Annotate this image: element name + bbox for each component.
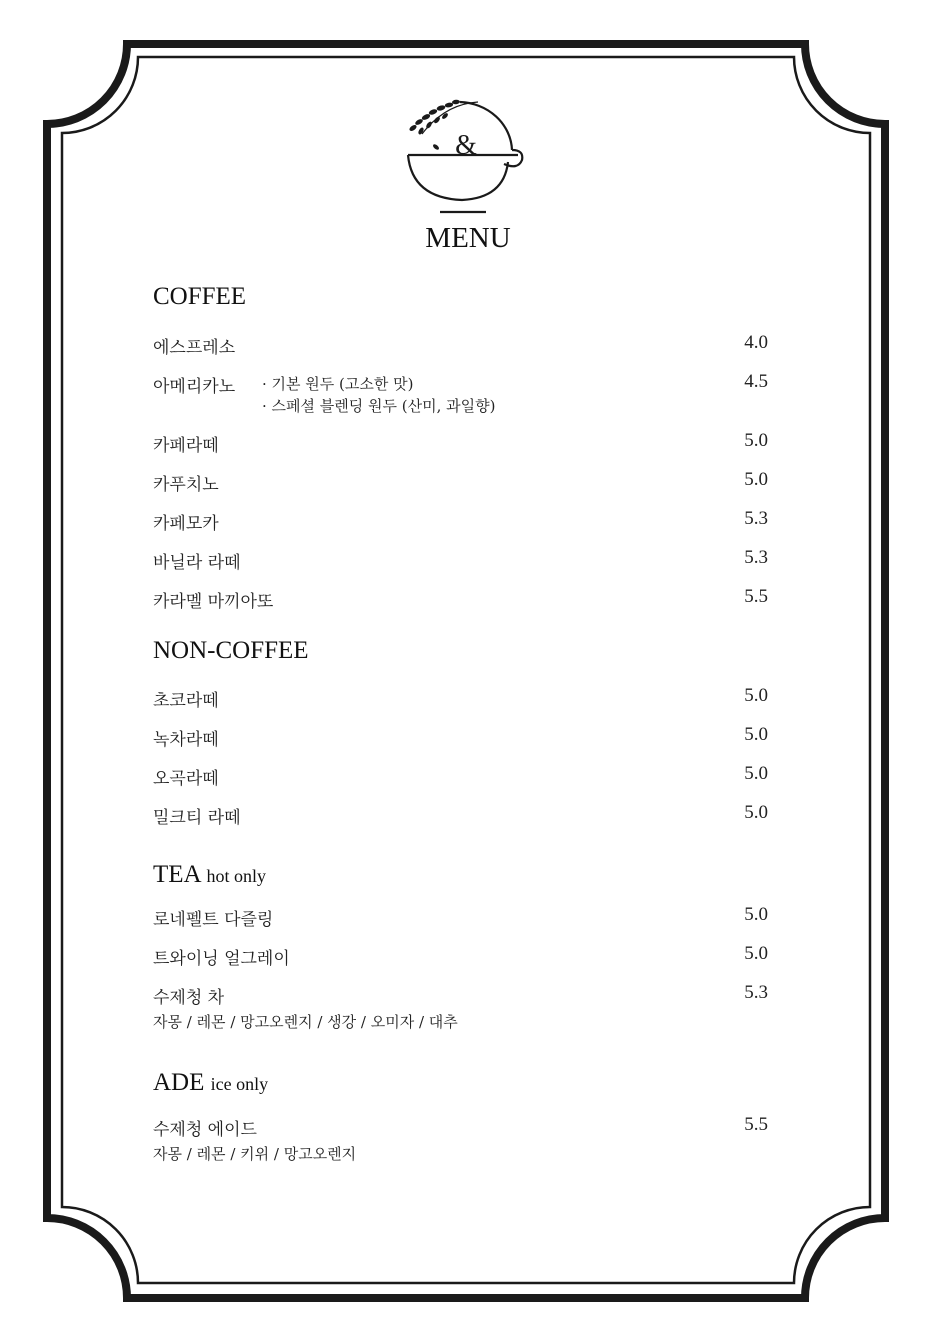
price-vanilla-latte: 5.3 <box>744 547 768 568</box>
price-cafe-mocha: 5.3 <box>744 508 768 529</box>
item-homemade-syrup-ade: 수제청 에이드 <box>153 1120 257 1140</box>
homemade-tea-flavors: 자몽 / 레몬 / 망고오렌지 / 생강 / 오미자 / 대추 <box>153 1013 458 1031</box>
logo-ampersand: & <box>455 130 477 161</box>
price-americano: 4.5 <box>744 371 768 392</box>
price-homemade-syrup-ade: 5.5 <box>744 1114 768 1135</box>
price-espresso: 4.0 <box>744 332 768 353</box>
ade-note: ice only <box>210 1074 269 1094</box>
price-grain-latte: 5.0 <box>744 763 768 784</box>
price-caramel-macchiato: 5.5 <box>744 586 768 607</box>
item-espresso: 에스프레소 <box>153 338 236 358</box>
price-cappuccino: 5.0 <box>744 469 768 490</box>
tea-title: TEA <box>153 861 201 888</box>
item-cappuccino: 카푸치노 <box>153 475 219 495</box>
section-title-non-coffee: NON-COFFEE <box>153 637 309 664</box>
price-choco-latte: 5.0 <box>744 685 768 706</box>
item-green-tea-latte: 녹차라떼 <box>153 730 219 750</box>
item-ronnefeldt-darjeeling: 로네펠트 다즐링 <box>153 910 274 930</box>
price-homemade-syrup-tea: 5.3 <box>744 982 768 1003</box>
section-title-tea <box>153 861 266 889</box>
menu-title: MENU <box>425 222 511 254</box>
ade-title: ADE <box>153 1069 205 1096</box>
tea-note: hot only <box>206 866 266 886</box>
item-twinings-earl-grey: 트와이닝 얼그레이 <box>153 949 290 969</box>
item-americano: 아메리카노 <box>153 377 236 397</box>
price-twinings-earl-grey: 5.0 <box>744 943 768 964</box>
item-choco-latte: 초코라떼 <box>153 691 219 711</box>
item-cafe-latte: 카페라떼 <box>153 436 219 456</box>
price-cafe-latte: 5.0 <box>744 430 768 451</box>
section-title-ade <box>153 1069 268 1097</box>
item-cafe-mocha: 카페모카 <box>153 514 219 534</box>
price-milk-tea-latte: 5.0 <box>744 802 768 823</box>
section-title-coffee: COFFEE <box>153 283 247 310</box>
americano-option-basic: · 기본 원두 (고소한 맛) <box>262 375 414 393</box>
item-milk-tea-latte: 밀크티 라떼 <box>153 808 241 828</box>
item-homemade-syrup-tea: 수제청 차 <box>153 988 225 1008</box>
price-green-tea-latte: 5.0 <box>744 724 768 745</box>
item-grain-latte: 오곡라떼 <box>153 769 219 789</box>
price-ronnefeldt-darjeeling: 5.0 <box>744 904 768 925</box>
item-caramel-macchiato: 카라멜 마끼아또 <box>153 592 274 612</box>
item-vanilla-latte: 바닐라 라떼 <box>153 553 241 573</box>
homemade-ade-flavors: 자몽 / 레몬 / 키위 / 망고오렌지 <box>153 1145 357 1163</box>
americano-option-special: · 스페셜 블렌딩 원두 (산미, 과일향) <box>262 397 496 415</box>
cafe-cup-logo-icon <box>400 90 535 220</box>
